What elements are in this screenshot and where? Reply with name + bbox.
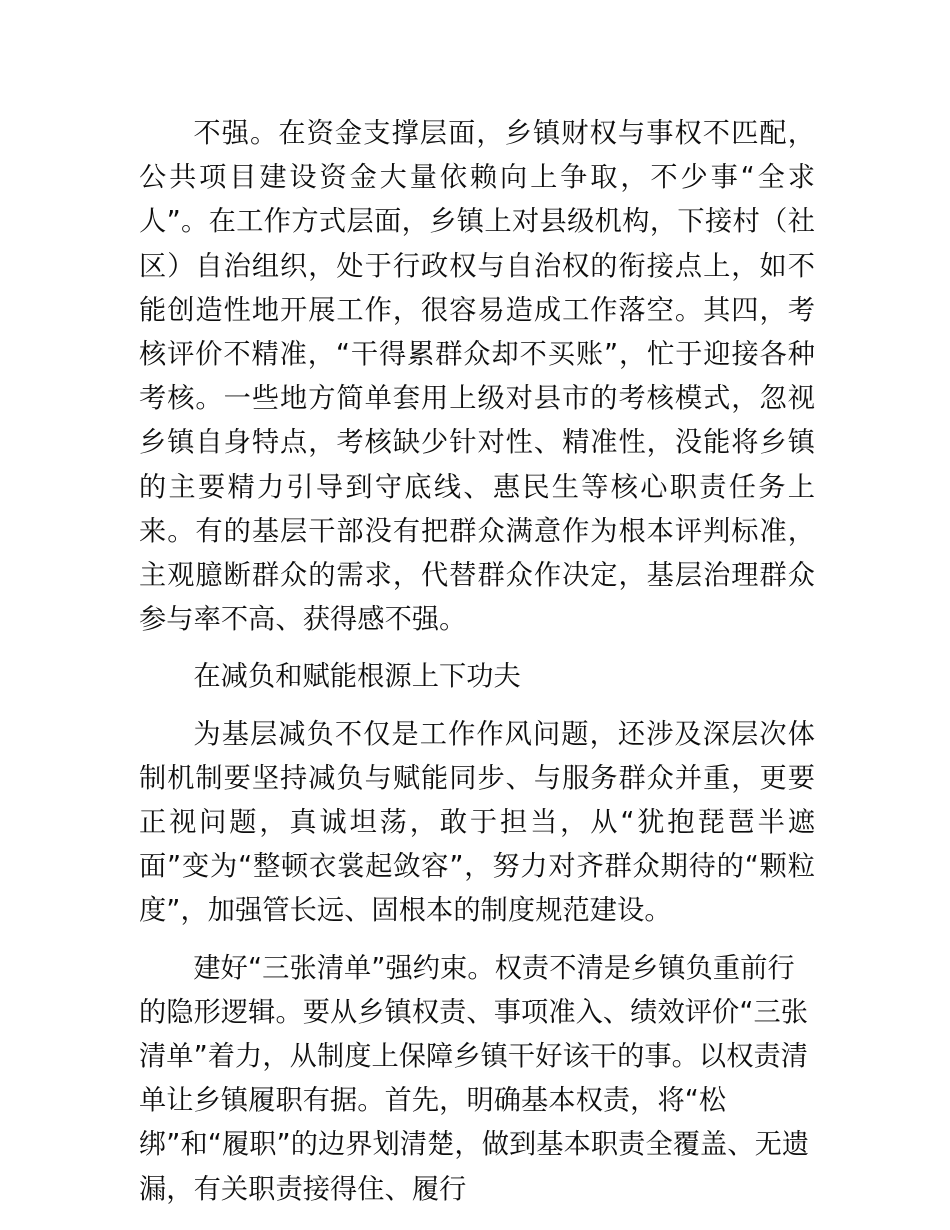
- document-text-column: [139, 112, 815, 1212]
- paragraph-burden-reduction: 为基层减负不仅是工作作风问题，还涉及深层次体制机制要坚持减负与赋能同步、与服务群众并重，更要正视问题，真诚坦荡，敢于担当，从“犹抱琵琶半遮面”变为“整顿衣裳起敛容”，努力对齐群众期待的“颗粒度”，加强管长远、固根本的制度规范建设。: [139, 718, 815, 927]
- paragraph-three-lists: 建好“三张清单”强约束。权责不清是乡镇负重前行的隐形逻辑。要从乡镇权责、事项准入、绩效评价“三张清单”着力，从制度上保障乡镇干好该干的事。以权责清单让乡镇履职有据。首先，明确基本权责，将“松绑”和“履职”的边界划清楚，做到基本职责全覆盖、无遗漏，有关职责接得住、履行: [139, 952, 810, 1205]
- section-heading: 在减负和赋能根源上下功夫: [193, 661, 521, 693]
- paragraph-continuation: 不强。在资金支撑层面，乡镇财权与事权不匹配，公共项目建设资金大量依赖向上争取，不少事“全求人”。在工作方式层面，乡镇上对县级机构，下接村（社区）自治组织，处于行政权与自治权的衔接点上，如不能创造性地开展工作，很容易造成工作落空。其四，考核评价不精准，“干得累群众却不买账”，忙于迎接各种考核。一些地方简单套用上级对县市的考核模式，忽视乡镇自身特点，考核缺少针对性、精准性，没能将乡镇的主要精力引导到守底线、惠民生等核心职责任务上来。有的基层干部没有把群众满意作为根本评判标准，主观臆断群众的需求，代替群众作决定，基层治理群众参与率不高、获得感不强。: [139, 118, 815, 636]
